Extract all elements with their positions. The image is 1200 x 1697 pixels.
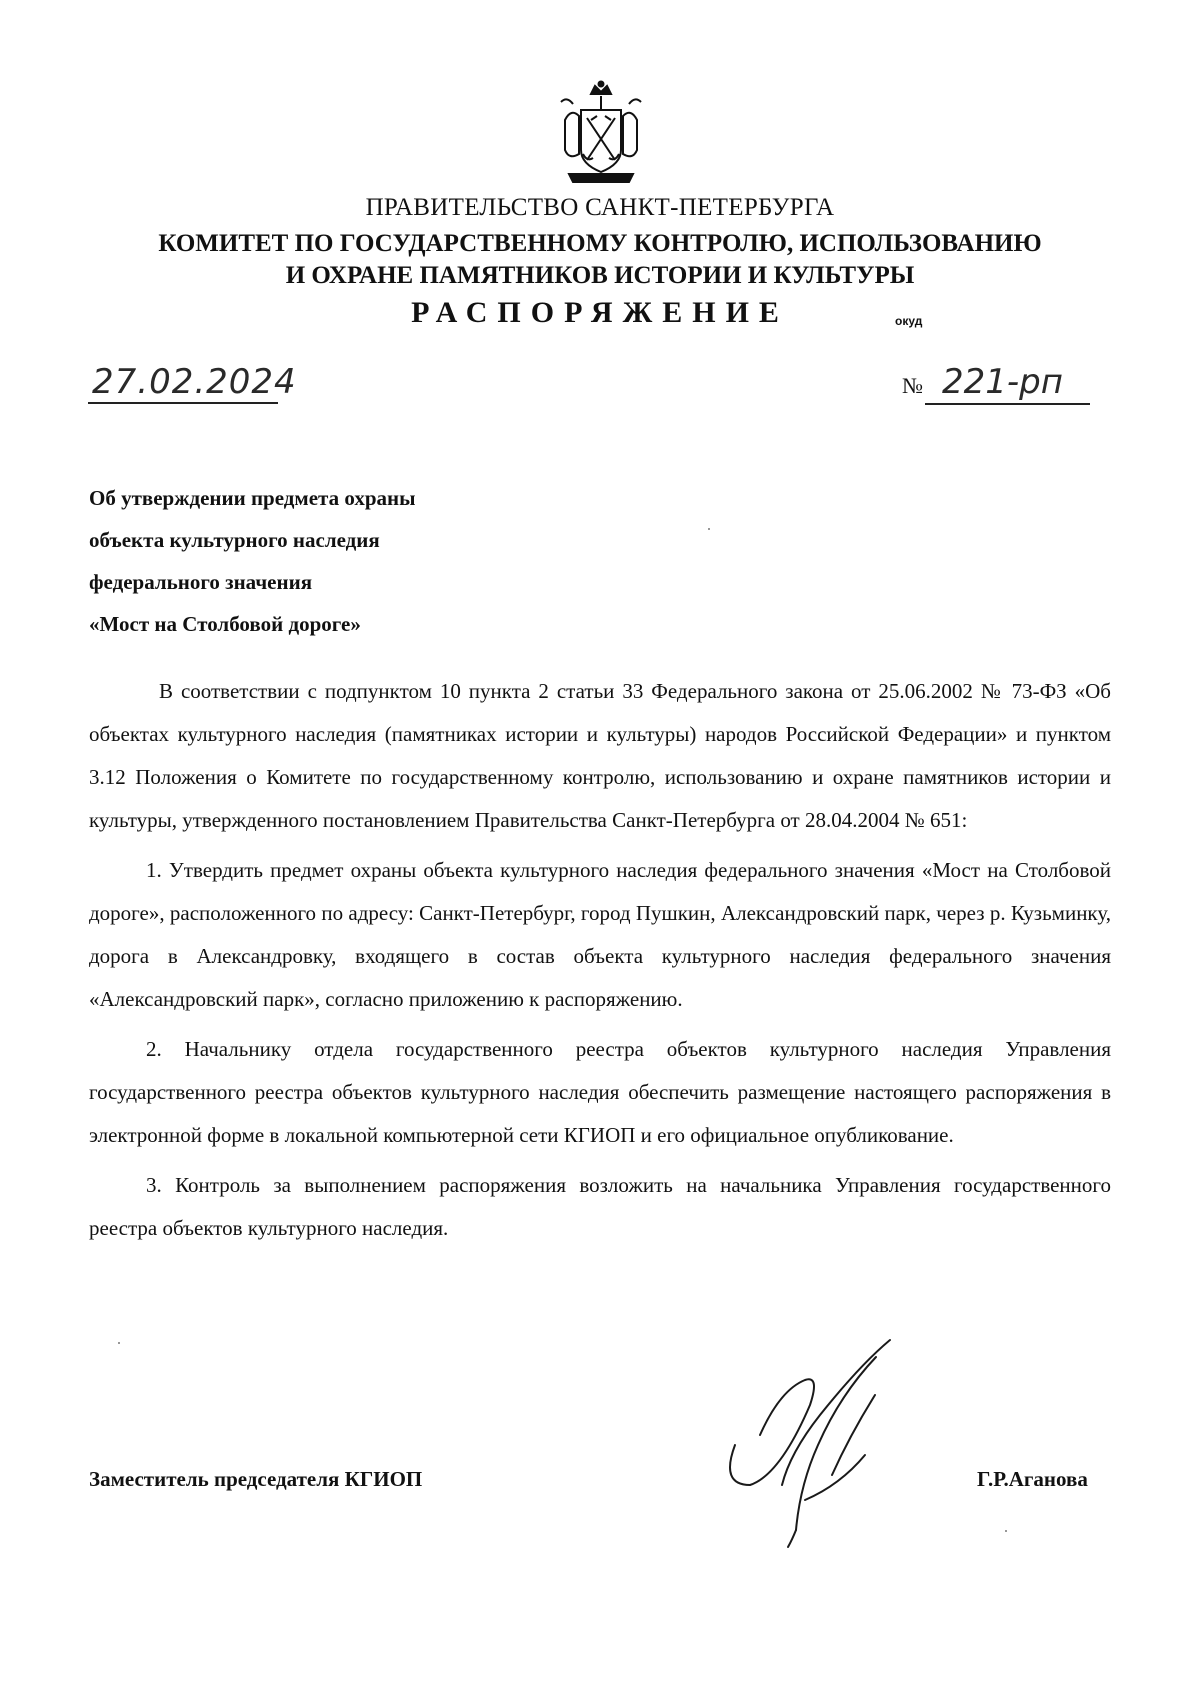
document-number: 221-рп [942,362,1063,402]
handwritten-signature [700,1335,930,1550]
document-body [89,670,1111,1257]
subject-line: Об утверждении предмета охраны [89,486,416,510]
document-date: 27.02.2024 [92,362,297,402]
government-header: ПРАВИТЕЛЬСТВО САНКТ-ПЕТЕРБУРГА [365,194,835,221]
committee-line-1: КОМИТЕТ ПО ГОСУДАРСТВЕННОМУ КОНТРОЛЮ, ИСПОЛЬЗОВАНИЮ [158,230,1042,257]
signer-name: Г.Р.Аганова [977,1467,1088,1491]
number-sign: № [902,373,923,398]
scan-speck [708,528,710,530]
committee-header [0,228,1200,292]
preamble-paragraph: В соответствии с подпунктом 10 пункта 2 статьи 33 Федерального закона от 25.06.2002 № 73-ФЗ «Об объектах культурного наследия (памятниках истории и культуры) народов Российской Федерации» и пунктом 3.12 Положения о Комитете по государственному контролю, использованию и охране памятников истории и культуры, утвержденного постановлением Правительства Санкт-Петербурга от 28.04.2004 № 651: [89,679,1111,832]
coat-of-arms-icon [555,80,647,188]
number-underline [925,403,1090,405]
okud-label: окуд [895,314,923,328]
signer-position: Заместитель председателя КГИОП [89,1467,423,1491]
subject-line: федерального значения [89,570,313,594]
committee-line-2: И ОХРАНЕ ПАМЯТНИКОВ ИСТОРИИ И КУЛЬТУРЫ [285,262,915,289]
document-subject [89,477,416,645]
document-type-title: РАСПОРЯЖЕНИЕ [411,296,789,329]
item-1-paragraph: 1. Утвердить предмет охраны объекта культурного наследия федерального значения «Мост на Столбовой дороге», расположенного по адресу: Санкт-Петербург, город Пушкин, Александровский парк, через р. Кузьминку, дорога в Александровку, входящего в состав объекта культурного наследия федерального значения «Александровский парк», согласно приложению к распоряжению. [89,858,1111,1011]
scan-speck [118,1342,120,1344]
scan-speck [1005,1530,1007,1532]
subject-line: «Мост на Столбовой дороге» [89,612,361,636]
item-3-paragraph: 3. Контроль за выполнением распоряжения возложить на начальника Управления государственного реестра объектов культурного наследия. [89,1173,1111,1240]
date-underline [88,402,278,404]
item-2-paragraph: 2. Начальнику отдела государственного реестра объектов культурного наследия Управления государственного реестра объектов культурного наследия обеспечить размещение настоящего распоряжения в электронной форме в локальной компьютерной сети КГИОП и его официальное опубликование. [89,1037,1111,1147]
subject-line: объекта культурного наследия [89,528,380,552]
